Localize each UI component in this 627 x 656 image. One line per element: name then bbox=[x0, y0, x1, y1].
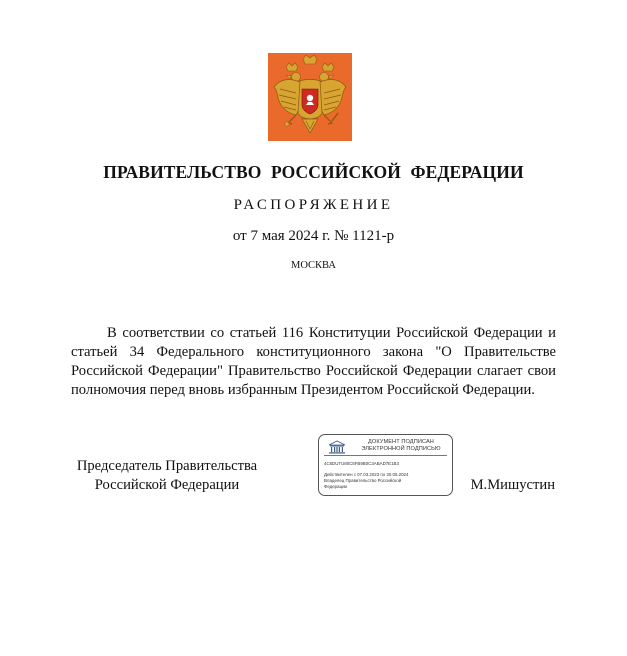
body-paragraph: В соответствии со статьей 116 Конституции Российской Федерации и статьей 34 Федерального конституционного закона "О Правительстве Российской Федерации" Правительство Российской Федерации слагает свои полномочия перед вновь избранным Президентом Российской Федерации. bbox=[71, 325, 556, 398]
document-type: РАСПОРЯЖЕНИЕ bbox=[233, 197, 394, 213]
stamp-title-line1: ДОКУМЕНТ ПОДПИСАН bbox=[368, 439, 434, 445]
stamp-owner-line2: Федерации bbox=[324, 484, 347, 489]
stamp-title bbox=[353, 439, 449, 452]
signer-position bbox=[72, 457, 262, 495]
signer-name: М.Мишустин bbox=[470, 477, 555, 493]
russian-coat-of-arms-icon bbox=[268, 53, 352, 141]
electronic-signature-stamp bbox=[318, 434, 453, 496]
stamp-owner-line1: Владелец Правительство Российской bbox=[324, 478, 402, 483]
signer-position-line2: Российской Федерации bbox=[94, 477, 240, 493]
stamp-divider bbox=[324, 455, 447, 456]
stamp-certificate: 4C6DUTU80C5FB9B0C3ABAD7E1B3 bbox=[324, 461, 399, 466]
document-title: ПРАВИТЕЛЬСТВО РОССИЙСКОЙ ФЕДЕРАЦИИ bbox=[103, 162, 524, 182]
stamp-title-line2: ЭЛЕКТРОННОЙ ПОДПИСЬЮ bbox=[361, 445, 441, 452]
document-city: МОСКВА bbox=[291, 260, 336, 271]
document-date-number: от 7 мая 2024 г. № 1121-р bbox=[232, 228, 395, 244]
stamp-valid-period: Действителен с 07.03.2023 по 30.05.2024 bbox=[324, 472, 409, 477]
coat-of-arms-emblem bbox=[268, 53, 352, 141]
government-building-icon bbox=[328, 440, 346, 454]
signer-position-line1: Председатель Правительства bbox=[76, 458, 258, 474]
